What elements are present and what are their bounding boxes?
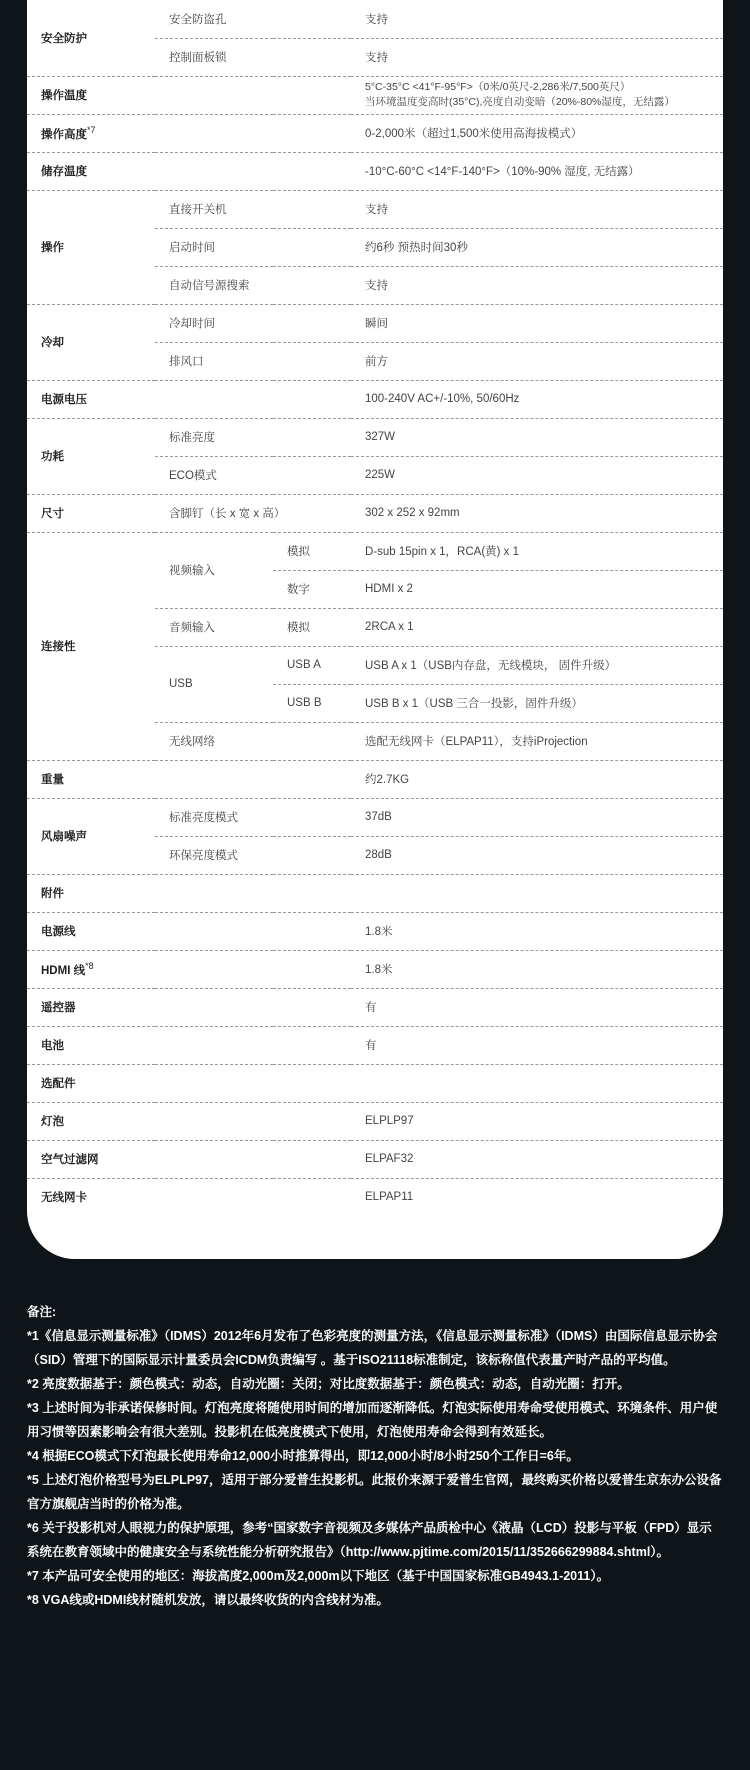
table-row (27, 494, 723, 532)
footnote-7: *7 本产品可安全使用的地区：海拔高度2,000m及2,000m以下地区（基于中国国家标准GB4943.1-2011）。 (27, 1569, 610, 1583)
row-value: 100-240V AC+/-10%, 50/60Hz (351, 380, 723, 418)
table-row (27, 114, 723, 152)
table-row (27, 1178, 723, 1216)
row-label-air-filter: 空气过滤网 (27, 1140, 155, 1178)
row-value: USB A x 1（USB内存盘，无线模块， 固件升级） (351, 646, 723, 684)
table-row (27, 1102, 723, 1140)
row-label-cooling: 冷却 (27, 304, 155, 380)
table-row (27, 950, 723, 988)
table-row (27, 418, 723, 456)
row-label-hdmi-cable (27, 950, 155, 988)
op-temp-line-2: 当环境温度变高时(35°C),亮度自动变暗（20%-80%湿度，无结露） (365, 96, 675, 108)
sub-label: 冷却时间 (155, 304, 351, 342)
sub-label: 含脚钉（长 x 宽 x 高） (155, 494, 351, 532)
row-label-battery: 电池 (27, 1026, 155, 1064)
row-value: 瞬间 (351, 304, 723, 342)
sub-label: 标准亮度模式 (155, 798, 351, 836)
row-label-lamp: 灯泡 (27, 1102, 155, 1140)
row-label-accessories: 附件 (27, 874, 155, 912)
row-value: 302 x 252 x 92mm (351, 494, 723, 532)
table-row (27, 76, 723, 114)
row-label-power-cable: 电源线 (27, 912, 155, 950)
row-value: 约6秒 预热时间30秒 (351, 228, 723, 266)
row-label-remote: 遥控器 (27, 988, 155, 1026)
row-label-fan-noise: 风扇噪声 (27, 798, 155, 874)
row-value: 28dB (351, 836, 723, 874)
row-value: 1.8米 (351, 950, 723, 988)
row-value: 327W (351, 418, 723, 456)
row-label-op-alt (27, 114, 155, 152)
footnote-ref: *8 (85, 960, 94, 971)
footnote-ref: *7 (87, 124, 96, 135)
sub-label: 环保亮度模式 (155, 836, 351, 874)
footnotes-title: 备注: (27, 1305, 57, 1319)
sub-sub-label: 模拟 (273, 532, 351, 570)
row-value: 225W (351, 456, 723, 494)
footnote-4: *4 根据ECO模式下灯泡最长使用寿命12,000小时推算得出，即12,000小时/8小时250个工作日=6年。 (27, 1449, 579, 1463)
sub-label: 标准亮度 (155, 418, 351, 456)
row-label-operation: 操作 (27, 190, 155, 304)
sub-label: 启动时间 (155, 228, 351, 266)
row-value: D-sub 15pin x 1，RCA(黄) x 1 (351, 532, 723, 570)
row-label-power-consumption: 功耗 (27, 418, 155, 494)
row-value: HDMI x 2 (351, 570, 723, 608)
op-temp-line-1: 5°C-35°C <41°F-95°F>（0米/0英尺-2,286米/7,500英尺） (365, 81, 631, 93)
table-row (27, 190, 723, 228)
row-value: 2RCA x 1 (351, 608, 723, 646)
row-label-size: 尺寸 (27, 494, 155, 532)
row-value: 支持 (351, 266, 723, 304)
footnote-6: *6 关于投影机对人眼视力的保护原理，参考“国家数字音视频及多媒体产品质检中心《液晶（LCD）投影与平板（FPD）显示系统在教育领域中的健康安全与系统性能分析研究报告》（http://www.pjtime.com/2015/11/352666299884.shtml）。 (27, 1521, 712, 1559)
row-label-storage-temp: 储存温度 (27, 152, 155, 190)
footnote-8: *8 VGA线或HDMI线材随机发放，请以最终收货的内含线材为准。 (27, 1593, 389, 1607)
row-label-connectivity: 连接性 (27, 532, 155, 760)
spec-card (27, 0, 723, 1259)
table-row (27, 1064, 723, 1102)
sub-sub-label: 模拟 (273, 608, 351, 646)
sub-label: 直接开关机 (155, 190, 351, 228)
row-value: 支持 (351, 38, 723, 76)
row-value: 1.8米 (351, 912, 723, 950)
table-row (27, 798, 723, 836)
sub-label: 控制面板锁 (155, 38, 351, 76)
row-label-options: 选配件 (27, 1064, 155, 1102)
row-label-security: 安全防护 (27, 0, 155, 76)
row-value: 支持 (351, 0, 723, 38)
table-row (27, 380, 723, 418)
table-row (27, 0, 723, 38)
op-alt-label: 操作高度 (41, 128, 87, 141)
row-value: 有 (351, 1026, 723, 1064)
table-row (27, 912, 723, 950)
sub-label: 视频输入 (155, 532, 273, 608)
sub-label: USB (155, 646, 273, 722)
row-value: 约2.7KG (351, 760, 723, 798)
sub-label: 音频输入 (155, 608, 273, 646)
table-row (27, 874, 723, 912)
sub-sub-label: USB A (273, 646, 351, 684)
row-value: 支持 (351, 190, 723, 228)
sub-label: 安全防盗孔 (155, 0, 351, 38)
row-value: ELPLP97 (351, 1102, 723, 1140)
sub-sub-label: USB B (273, 684, 351, 722)
row-label-op-temp: 操作温度 (27, 76, 155, 114)
row-value-op-temp (351, 76, 723, 114)
table-row (27, 760, 723, 798)
sub-label: 无线网络 (155, 722, 351, 760)
footnotes (27, 1300, 723, 1612)
row-value: 37dB (351, 798, 723, 836)
row-label-power-voltage: 电源电压 (27, 380, 155, 418)
spec-table (27, 0, 723, 1216)
footnote-1: *1《信息显示测量标准》（IDMS）2012年6月发布了色彩亮度的测量方法，《信息显示测量标准》（IDMS）由国际信息显示协会（SID）管理下的国际显示计量委员会ICDM负责编写 。基于ISO21118标准制定，该标称值代表量产时产品的平均值。 (27, 1329, 718, 1367)
footnote-5: *5 上述灯泡价格型号为ELPLP97，适用于部分爱普生投影机。此报价来源于爱普生官网，最终购买价格以爱普生京东办公设备官方旗舰店当时的价格为准。 (27, 1473, 722, 1511)
sub-label: 自动信号源搜索 (155, 266, 351, 304)
row-value: 有 (351, 988, 723, 1026)
row-value: 前方 (351, 342, 723, 380)
row-value: -10°C-60°C <14°F-140°F>（10%-90% 湿度, 无结露） (351, 152, 723, 190)
hdmi-cable-label: HDMI 线 (41, 964, 86, 977)
row-value: ELPAP11 (365, 1191, 414, 1204)
table-row (27, 304, 723, 342)
table-row (27, 532, 723, 570)
table-row (27, 1140, 723, 1178)
row-value: USB B x 1（USB 三合一投影，固件升级） (351, 684, 723, 722)
footnote-3: *3 上述时间为非承诺保修时间。灯泡亮度将随使用时间的增加而逐渐降低。灯泡实际使用寿命受使用模式、环境条件、用户使用习惯等因素影响会有很大差别。投影机在低亮度模式下使用，灯泡使用寿命会得到有效延长。 (27, 1401, 718, 1439)
table-row (27, 152, 723, 190)
sub-sub-label: 数字 (273, 570, 351, 608)
table-row (27, 1026, 723, 1064)
row-value: 选配无线网卡（ELPAP11），支持iProjection (351, 722, 723, 760)
row-value: 0-2,000米（超过1,500米使用高海拔模式） (351, 114, 723, 152)
sub-label: ECO模式 (155, 456, 351, 494)
row-value: ELPAF32 (351, 1140, 723, 1178)
footnote-2: *2 亮度数据基于：颜色模式：动态，自动光圈：关闭；对比度数据基于：颜色模式：动态，自动光圈：打开。 (27, 1377, 630, 1391)
table-row (27, 988, 723, 1026)
row-label-weight: 重量 (27, 760, 155, 798)
sub-label: 排风口 (155, 342, 351, 380)
row-label-wireless-card: 无线网卡 (41, 1192, 87, 1205)
